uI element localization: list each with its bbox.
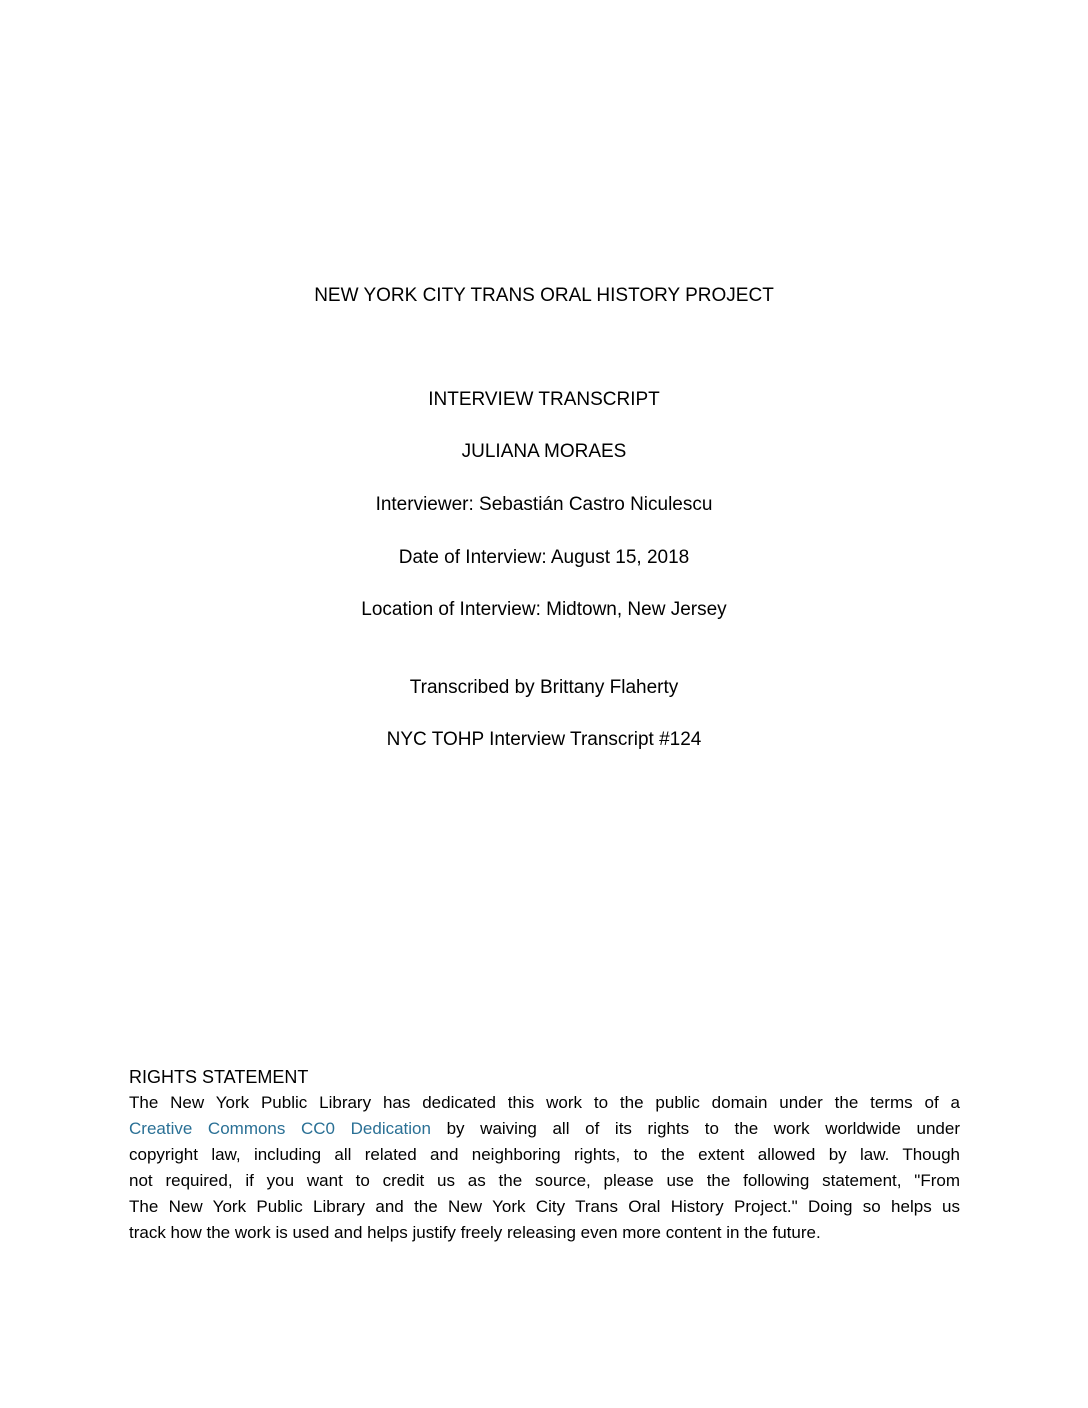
rights-line-1: The New York Public Library has dedicated this work to the public domain under the terms of a bbox=[129, 1093, 960, 1112]
rights-line-6: track how the work is used and helps justify freely releasing even more content in the future. bbox=[129, 1223, 821, 1242]
document-subtitle: INTERVIEW TRANSCRIPT bbox=[428, 389, 660, 410]
rights-statement-heading: RIGHTS STATEMENT bbox=[129, 1067, 309, 1087]
interviewer-line: Interviewer: Sebastián Castro Niculescu bbox=[375, 494, 713, 515]
transcript-number-line: NYC TOHP Interview Transcript #124 bbox=[386, 729, 702, 750]
transcriber-line: Transcribed by Brittany Flaherty bbox=[409, 677, 679, 698]
rights-line-3: copyright law, including all related and neighboring rights, to the extent allowed by law. Though bbox=[129, 1145, 960, 1164]
rights-line-2-text: by waiving all of its rights to the work worldwide under bbox=[430, 1119, 960, 1138]
cc0-dedication-link[interactable]: Creative Commons CC0 Dedication bbox=[129, 1119, 431, 1138]
project-title: NEW YORK CITY TRANS ORAL HISTORY PROJECT bbox=[314, 285, 774, 306]
rights-statement-paragraph bbox=[129, 1090, 960, 1246]
interview-date-line: Date of Interview: August 15, 2018 bbox=[398, 547, 690, 568]
rights-line-2 bbox=[129, 1116, 960, 1142]
rights-line-5: The New York Public Library and the New York City Trans Oral History Project." Doing so helps us bbox=[129, 1197, 960, 1216]
interview-location-line: Location of Interview: Midtown, New Jersey bbox=[361, 599, 727, 620]
interviewee-name: JULIANA MORAES bbox=[461, 441, 627, 462]
rights-line-4: not required, if you want to credit us as the source, please use the following statement, "From bbox=[129, 1171, 960, 1190]
